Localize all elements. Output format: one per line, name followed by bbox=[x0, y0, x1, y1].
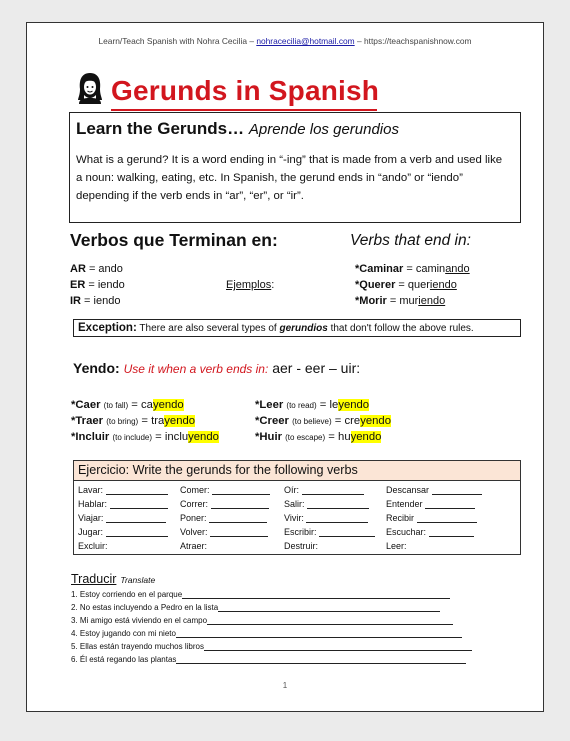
exercise-item bbox=[386, 513, 477, 523]
sentence-text: 3. Mi amigo está viviendo en el campo bbox=[71, 616, 208, 625]
rule-er bbox=[70, 279, 125, 291]
sentence-text: 2. No estas incluyendo a Pedro en la lista bbox=[71, 603, 219, 612]
exercise-item bbox=[180, 541, 207, 551]
example-caminar bbox=[355, 263, 470, 275]
yendo-translation: (to escape) bbox=[285, 433, 326, 442]
verbos-heading-en: Verbs that end in: bbox=[350, 232, 471, 249]
example-stem: = quer bbox=[395, 279, 430, 291]
yendo-ending: yendo bbox=[152, 399, 184, 411]
yendo-stem: = inclu bbox=[152, 431, 189, 443]
translate-sentence bbox=[71, 603, 440, 612]
rule-ir bbox=[70, 295, 120, 307]
ejemplos-word: Ejemplos bbox=[226, 279, 272, 291]
intro-heading bbox=[76, 119, 399, 139]
exercise-item bbox=[386, 499, 475, 509]
exercise-item bbox=[386, 485, 482, 495]
exercise-verb: Recibir bbox=[386, 513, 415, 523]
sentence-text: 4. Estoy jugando con mi nieto bbox=[71, 629, 176, 638]
yendo-example-leer bbox=[255, 399, 369, 411]
answer-blank[interactable] bbox=[432, 485, 482, 495]
exercise-item bbox=[180, 513, 267, 523]
page-title: Gerunds in Spanish bbox=[111, 75, 380, 106]
exercise-verb: Oír: bbox=[284, 485, 299, 495]
exercise-verb: Jugar: bbox=[78, 527, 104, 537]
yendo-verb: *Incluir bbox=[71, 431, 110, 443]
answer-line[interactable] bbox=[204, 643, 472, 651]
example-ending: iendo bbox=[429, 279, 457, 291]
exercise-verb: Correr: bbox=[180, 499, 209, 509]
ejemplos-label: Ejemplos: bbox=[226, 279, 275, 291]
ejercicio-title: Ejercicio: Write the gerunds for the following verbs bbox=[74, 461, 520, 481]
exercise-item bbox=[284, 499, 369, 509]
intro-box bbox=[69, 112, 521, 223]
exception-word: gerundios bbox=[279, 323, 328, 334]
yendo-stem: = tra bbox=[138, 415, 165, 427]
example-ending: ando bbox=[445, 263, 470, 275]
exercise-verb: Lavar: bbox=[78, 485, 104, 495]
exercise-item bbox=[78, 541, 108, 551]
answer-line[interactable] bbox=[218, 604, 440, 612]
exercise-verb: Excluir: bbox=[78, 541, 108, 551]
exercise-item bbox=[284, 513, 368, 523]
answer-line[interactable] bbox=[176, 630, 462, 638]
example-morir bbox=[355, 295, 445, 307]
answer-blank[interactable] bbox=[417, 513, 477, 523]
example-verb: *Morir bbox=[355, 295, 387, 307]
yendo-translation: (to believe) bbox=[292, 417, 332, 426]
traducir-heading bbox=[71, 570, 155, 588]
answer-blank[interactable] bbox=[106, 527, 168, 537]
yendo-translation: (to include) bbox=[112, 433, 153, 442]
answer-blank[interactable] bbox=[425, 499, 475, 509]
yendo-example-caer bbox=[71, 399, 184, 411]
rule-ar-ending: AR bbox=[70, 263, 86, 275]
exercise-item bbox=[180, 527, 268, 537]
yendo-example-incluir bbox=[71, 431, 219, 443]
verbos-heading: Verbos que Terminan en: bbox=[70, 230, 278, 250]
answer-blank[interactable] bbox=[210, 527, 268, 537]
exercise-item bbox=[180, 485, 270, 495]
rule-ir-ending: IR bbox=[70, 295, 81, 307]
exercise-item bbox=[78, 513, 166, 523]
exercise-verb: Volver: bbox=[180, 527, 208, 537]
answer-blank[interactable] bbox=[302, 485, 364, 495]
yendo-endings: aer - eer – uir: bbox=[272, 360, 361, 376]
yendo-ending: yendo bbox=[164, 415, 196, 427]
translate-sentence bbox=[71, 629, 462, 638]
exercise-verb: Viajar: bbox=[78, 513, 104, 523]
header-email-link[interactable]: nohracecilia@hotmail.com bbox=[256, 36, 355, 46]
sentence-text: 1. Estoy corriendo en el parque bbox=[71, 590, 183, 599]
page-header bbox=[27, 36, 543, 46]
answer-blank[interactable] bbox=[319, 527, 375, 537]
yendo-translation: (to fall) bbox=[103, 401, 129, 410]
yendo-stem: = ca bbox=[128, 399, 153, 411]
exercise-verb: Leer: bbox=[386, 541, 407, 551]
yendo-heading bbox=[73, 360, 360, 376]
translate-sentence bbox=[71, 590, 450, 599]
exercise-verb: Vivir: bbox=[284, 513, 304, 523]
answer-blank[interactable] bbox=[106, 485, 168, 495]
exercise-item bbox=[386, 541, 407, 551]
rule-ar-gerund: = ando bbox=[85, 263, 123, 275]
exception-label: Exception: bbox=[78, 322, 137, 334]
answer-blank[interactable] bbox=[429, 527, 474, 537]
translate-sentence bbox=[71, 642, 472, 651]
answer-blank[interactable] bbox=[306, 513, 368, 523]
rule-ir-gerund: = iendo bbox=[81, 295, 121, 307]
answer-blank[interactable] bbox=[110, 499, 168, 509]
example-stem: = camin bbox=[403, 263, 446, 275]
answer-blank[interactable] bbox=[307, 499, 369, 509]
yendo-translation: (to bring) bbox=[106, 417, 139, 426]
answer-line[interactable] bbox=[182, 591, 450, 599]
yendo-verb: *Creer bbox=[255, 415, 289, 427]
exercise-verb: Atraer: bbox=[180, 541, 208, 551]
girl-avatar-icon bbox=[75, 71, 105, 105]
yendo-example-traer bbox=[71, 415, 195, 427]
exercise-item bbox=[284, 485, 364, 495]
yendo-ending: yendo bbox=[338, 399, 370, 411]
worksheet-page bbox=[26, 22, 544, 712]
intro-heading-en: Learn the Gerunds… bbox=[76, 119, 245, 138]
example-verb: *Querer bbox=[355, 279, 396, 291]
yendo-translation: (to read) bbox=[286, 401, 317, 410]
yendo-stem: = le bbox=[316, 399, 339, 411]
rule-er-gerund: = iendo bbox=[85, 279, 125, 291]
yendo-verb: *Huir bbox=[255, 431, 282, 443]
answer-blank[interactable] bbox=[212, 485, 270, 495]
exercise-verb: Salir: bbox=[284, 499, 305, 509]
exercise-verb: Escribir: bbox=[284, 527, 317, 537]
exercise-verb: Poner: bbox=[180, 513, 207, 523]
example-querer bbox=[355, 279, 457, 291]
yendo-verb: *Traer bbox=[71, 415, 104, 427]
sentence-text: 6. Él está regando las plantas bbox=[71, 655, 177, 664]
intro-heading-es: Aprende los gerundios bbox=[248, 121, 399, 138]
exception-text-pre: There are also several types of bbox=[136, 323, 280, 334]
yendo-ending: yendo bbox=[360, 415, 391, 427]
yendo-rule: Use it when a verb ends in: bbox=[123, 362, 269, 376]
yendo-stem: = hu bbox=[325, 431, 351, 443]
page-number: 1 bbox=[282, 681, 288, 690]
exercise-item bbox=[284, 541, 318, 551]
translate-sentence bbox=[71, 655, 466, 664]
yendo-example-huir bbox=[255, 431, 381, 443]
traducir-title: Traducir bbox=[71, 572, 117, 586]
sentence-text: 5. Ellas están trayendo muchos libros bbox=[71, 642, 204, 651]
yendo-ending: yendo bbox=[188, 431, 219, 443]
exercise-item bbox=[78, 499, 168, 509]
title-underline bbox=[111, 109, 377, 111]
exercise-item bbox=[284, 527, 375, 537]
intro-text: What is a gerund? It is a word ending in “-ing” that is made from a verb and used like a noun: walking, eating, etc. In Spanish, the gerund ends in “ando” or “iendo” depending if the verb ends in “ar”, “er”, or “ir”. bbox=[76, 154, 503, 202]
answer-line[interactable] bbox=[207, 617, 453, 625]
example-verb: *Caminar bbox=[355, 263, 404, 275]
example-stem: = mur bbox=[386, 295, 419, 307]
header-prefix: Learn/Teach Spanish with Nohra Cecilia – bbox=[98, 36, 254, 46]
rule-er-ending: ER bbox=[70, 279, 86, 291]
exercise-verb: Escuchar: bbox=[386, 527, 427, 537]
exercise-item bbox=[180, 499, 269, 509]
exercise-verb: Comer: bbox=[180, 485, 210, 495]
exercise-item bbox=[386, 527, 474, 537]
answer-blank[interactable] bbox=[211, 499, 269, 509]
yendo-example-creer bbox=[255, 415, 391, 427]
yendo-verb: *Leer bbox=[255, 399, 284, 411]
exercise-item bbox=[78, 527, 168, 537]
answer-blank[interactable] bbox=[209, 513, 267, 523]
ejercicio-box bbox=[73, 460, 521, 555]
exercise-verb: Entender bbox=[386, 499, 423, 509]
header-suffix: – https://teachspanishnow.com bbox=[356, 36, 472, 46]
exercise-verb: Hablar: bbox=[78, 499, 108, 509]
traducir-title-en: Translate bbox=[120, 575, 156, 585]
yendo-label: Yendo: bbox=[73, 360, 120, 376]
exercise-verb: Descansar bbox=[386, 485, 430, 495]
exception-box bbox=[73, 319, 521, 337]
yendo-verb: *Caer bbox=[71, 399, 101, 411]
yendo-stem: = cre bbox=[331, 415, 361, 427]
answer-line[interactable] bbox=[176, 656, 466, 664]
yendo-ending: yendo bbox=[350, 431, 382, 443]
exercise-item bbox=[78, 485, 168, 495]
exception-text-post: that don't follow the above rules. bbox=[327, 323, 474, 334]
example-ending: iendo bbox=[418, 295, 446, 307]
exercise-verb: Destruir: bbox=[284, 541, 319, 551]
translate-sentence bbox=[71, 616, 453, 625]
answer-blank[interactable] bbox=[106, 513, 166, 523]
rule-ar bbox=[70, 263, 123, 275]
